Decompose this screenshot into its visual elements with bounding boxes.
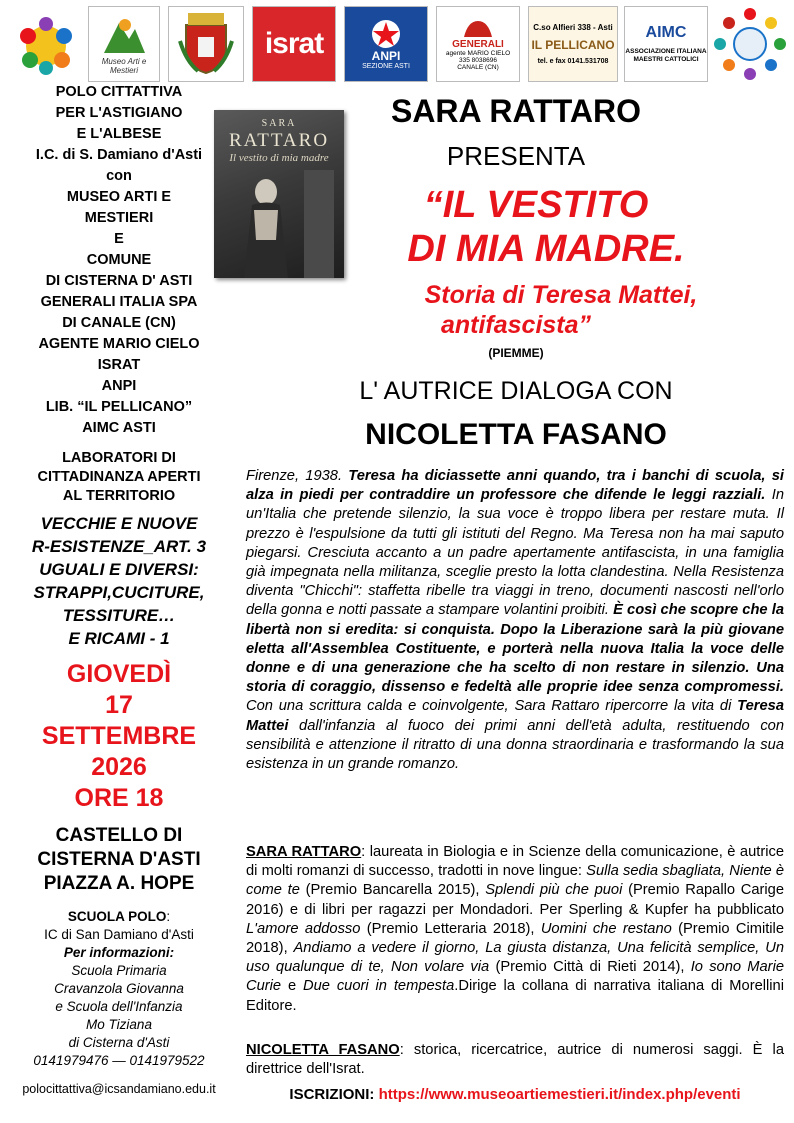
logo-strip	[8, 6, 788, 86]
lab-heading-line: LABORATORI DI	[62, 450, 176, 466]
generali-logo	[436, 6, 520, 82]
text-run: (Premio Città di Rieti 2014),	[489, 959, 691, 976]
generali-logo-title: GENERALI	[452, 39, 504, 50]
lab-title-line: VECCHIE E NUOVE	[40, 514, 198, 533]
lab-title-line: E RICAMI - 1	[68, 629, 170, 648]
organizer-line: MUSEO ARTI E	[66, 189, 172, 205]
contact-email[interactable]: polocittattiva@icsandamiano.edu.it	[22, 1082, 216, 1096]
organizer-line: I.C. di S. Damiano d'Asti	[35, 147, 203, 163]
organizer-line: DI CISTERNA D' ASTI	[45, 273, 193, 289]
lab-title	[0, 512, 238, 650]
publisher: (PIEMME)	[488, 346, 544, 360]
event-month: SETTEMBRE	[41, 722, 197, 750]
registration-label: ISCRIZIONI:	[289, 1086, 379, 1103]
anpi-logo-title: ANPI	[371, 48, 401, 63]
text-run: (Premio Cimitile 2018),	[246, 920, 784, 957]
organizer-line: AIMC ASTI	[82, 420, 156, 436]
organizer-line: LIB. “IL PELLICANO”	[45, 399, 193, 415]
people-circle-logo	[712, 6, 788, 82]
info-line: e Scuola dell'Infanzia	[55, 999, 183, 1014]
generali-phone: 335 8038696	[459, 57, 497, 64]
info-line: Mo Tiziana	[86, 1017, 152, 1032]
israt-logo	[252, 6, 336, 82]
organizer-line: ISRAT	[97, 357, 141, 373]
book-title-line: DI MIA MADRE.	[407, 228, 685, 270]
info-line: Cravanzola Giovanna	[54, 981, 184, 996]
guest-name: NICOLETTA FASANO	[365, 418, 667, 451]
registration-link[interactable]: https://www.museoartiemestieri.it/index.php/eventi	[378, 1086, 741, 1103]
text-run: dall'infanzia al fuoco dei primi anni dell'età adulta, restituendo con sensibilità e attenzione il ritratto di una donna straordinaria e trasformando la sua esistenza in un grande romanzo.	[246, 717, 784, 773]
text-run: (Premio Bancarella 2015),	[299, 882, 486, 899]
school-label-line: SCUOLA POLO:	[67, 909, 171, 924]
organizers-list	[0, 82, 238, 439]
registration-line	[246, 1086, 784, 1103]
organizer-line: MESTIERI	[84, 210, 154, 226]
text-run: : laureata in Biologia e in Scienze della comunicazione, è autrice di molti romanzi di successo, tradotti in nove lingue:	[246, 844, 784, 880]
lab-heading	[0, 449, 238, 506]
book-subtitle-line: Storia di Teresa Mattei,	[424, 281, 698, 309]
organizer-line: GENERALI ITALIA SPA	[40, 294, 198, 310]
text-run: Sulla sedia sbagliata, Niente è come te	[246, 863, 785, 899]
left-column	[0, 82, 238, 1098]
text-run: Due cuori in tempesta	[303, 978, 455, 995]
book-title-line: “IL VESTITO	[423, 184, 649, 226]
author-name: SARA RATTARO	[390, 93, 642, 129]
location-line: PIAZZA A. HOPE	[43, 873, 195, 894]
phone-numbers: 0141979476 — 0141979522	[33, 1053, 205, 1068]
star-icon	[366, 19, 406, 49]
cisterna-crest-logo	[168, 6, 244, 82]
text-run: Teresa Mattei	[246, 698, 784, 734]
description-paragraph	[246, 467, 784, 774]
museo-logo	[88, 6, 160, 82]
event-day: 17	[105, 691, 133, 719]
crest-icon	[178, 11, 234, 77]
anpi-logo	[344, 6, 428, 82]
lab-title-line: TESSITURE…	[62, 606, 176, 625]
organizer-line: PER L'ASTIGIANO	[55, 105, 183, 121]
location-line: CISTERNA D'ASTI	[37, 849, 201, 870]
anpi-logo-sub: SEZIONE ASTI	[362, 62, 410, 70]
event-location	[0, 824, 238, 896]
text-run: Teresa ha diciassette anni quando, tra i banchi di scuola, si alza in piedi per contraddire un professore che difende le leggi razziali.	[246, 468, 784, 504]
book-subtitle	[238, 280, 794, 340]
aimc-logo-sub: ASSOCIAZIONE ITALIANA MAESTRI CATTOLICI	[625, 48, 707, 63]
event-time: ORE 18	[74, 784, 164, 812]
event-weekday: GIOVEDÌ	[66, 660, 172, 688]
hands-circle-icon	[8, 6, 84, 82]
museo-logo-text: Museo Arti e Mestieri	[101, 57, 147, 75]
book-cover-author: SARA	[261, 118, 297, 129]
text-run: Io sono Marie Curie	[246, 959, 784, 995]
info-line: di Cisterna d'Asti	[68, 1035, 170, 1050]
presents-label: PRESENTA	[446, 141, 586, 171]
lab-heading-line: AL TERRITORIO	[62, 488, 176, 504]
text-run: Firenze, 1938.	[246, 468, 349, 484]
text-run: e	[281, 978, 304, 995]
event-date	[0, 659, 238, 814]
generali-city: CANALE (CN)	[457, 64, 499, 71]
organizer-line: E L'ALBESE	[76, 126, 162, 142]
organizer-line: E	[114, 231, 124, 247]
author-bio	[246, 843, 784, 1016]
text-run: Splendi più che puoi	[485, 882, 623, 899]
lion-icon	[460, 17, 496, 39]
school-info	[0, 908, 238, 1098]
cittadinanza-logo	[8, 6, 84, 82]
book-description	[246, 467, 784, 774]
location-line: CASTELLO DI	[55, 825, 183, 846]
info-line: Scuola Primaria	[71, 963, 167, 978]
text-run: SARA RATTARO	[246, 844, 362, 860]
text-run: .Dirige la collana di narrativa italiana di Morellini Editore.	[246, 978, 784, 1014]
text-run: È così che scopre che la libertà non si eredita: si conquista. Dopo la Liberazione sarà la più giovane eletta all'Assemblea Costituente, e porterà nella nuova Italia la voce delle donne e di una generazione che ha scelto di non restare in silenzio. Una storia di coraggio, dissenso e fedeltà alle proprie idee senza compromessi.	[246, 602, 784, 696]
pellicano-logo	[528, 6, 618, 82]
organizer-line: con	[106, 168, 132, 184]
school-label: SCUOLA POLO	[67, 909, 167, 924]
people-circle-icon	[712, 6, 788, 82]
guest-bio	[246, 1041, 784, 1079]
text-run: NICOLETTA FASANO	[246, 1042, 400, 1058]
guest-bio-paragraph	[246, 1041, 784, 1079]
organizer-line: POLO CITTATTIVA	[55, 84, 183, 100]
school-name: IC di San Damiano d'Asti	[44, 927, 194, 942]
text-run: Andiamo a vedere il giorno, La giusta distanza, Una felicità semplice, Un uso qualunque di te, Non volare via	[246, 940, 784, 976]
event-year: 2026	[91, 753, 147, 781]
aimc-logo-title: AIMC	[645, 24, 687, 41]
text-run: L'amore addosso	[246, 920, 361, 937]
israt-logo-text: israt	[264, 27, 324, 60]
aimc-logo	[624, 6, 708, 82]
book-title	[238, 183, 794, 271]
pellicano-address: C.so Alfieri 338 - Asti	[533, 23, 613, 32]
text-run: In un'Italia che pretende silenzio, la sua voce è troppo libera per restare muta. Il prezzo è l'espulsione da tutti gli istituti del Regno. Ma Teresa non ha mai saputo piegarsi. Cresciuta accanto a un padre apertamente antifascista, in una famiglia già impegnata nella militanza, sceglie presto la lotta clandestina. Nella Resistenza diventa "Chicchi": staffetta ribelle tra viaggi in treno, documenti nascosti nell'orlo della gonna e notti passate a stampare volantini proibiti.	[246, 487, 784, 619]
text-run: (Premio Letteraria 2018),	[360, 920, 541, 937]
figure-icon	[99, 13, 149, 57]
dialog-label: L' AUTRICE DIALOGA CON	[359, 377, 673, 405]
lab-title-line: UGUALI E DIVERSI:	[39, 560, 199, 579]
book-cover-surname: RATTARO	[228, 130, 330, 151]
lab-heading-line: CITTADINANZA APERTI	[37, 469, 201, 485]
text-run: (Premio Rapallo Carige 2016) e di libri per ragazzi per Mondadori. Per Sperling & Kupfer ha pubblicato	[246, 882, 784, 918]
generali-agent: agente MARIO CIELO	[445, 50, 511, 57]
author-bio-paragraph	[246, 843, 784, 1016]
lab-title-line: R-ESISTENZE_ART. 3	[31, 537, 207, 556]
text-run: Con una scrittura calda e coinvolgente, Sara Rattaro ripercorre la vita di	[246, 698, 738, 715]
organizer-line: COMUNE	[86, 252, 152, 268]
text-run: Uomini che restano	[540, 920, 672, 937]
book-subtitle-line: antifascista”	[440, 311, 592, 339]
info-label: Per informazioni:	[63, 945, 175, 960]
pellicano-phone: tel. e fax 0141.531708	[537, 58, 609, 65]
text-run: : storica, ricercatrice, autrice di numerosi saggi. È la direttrice dell'Israt.	[246, 1042, 784, 1078]
organizer-line: AGENTE MARIO CIELO	[38, 336, 200, 352]
pellicano-name: IL PELLICANO	[531, 38, 615, 52]
organizer-line: DI CANALE (CN)	[62, 315, 176, 331]
organizer-line: ANPI	[101, 378, 137, 394]
lab-title-line: STRAPPI,CUCITURE,	[33, 583, 205, 602]
book-cover-title: Il vestito di mia madre	[229, 152, 329, 164]
